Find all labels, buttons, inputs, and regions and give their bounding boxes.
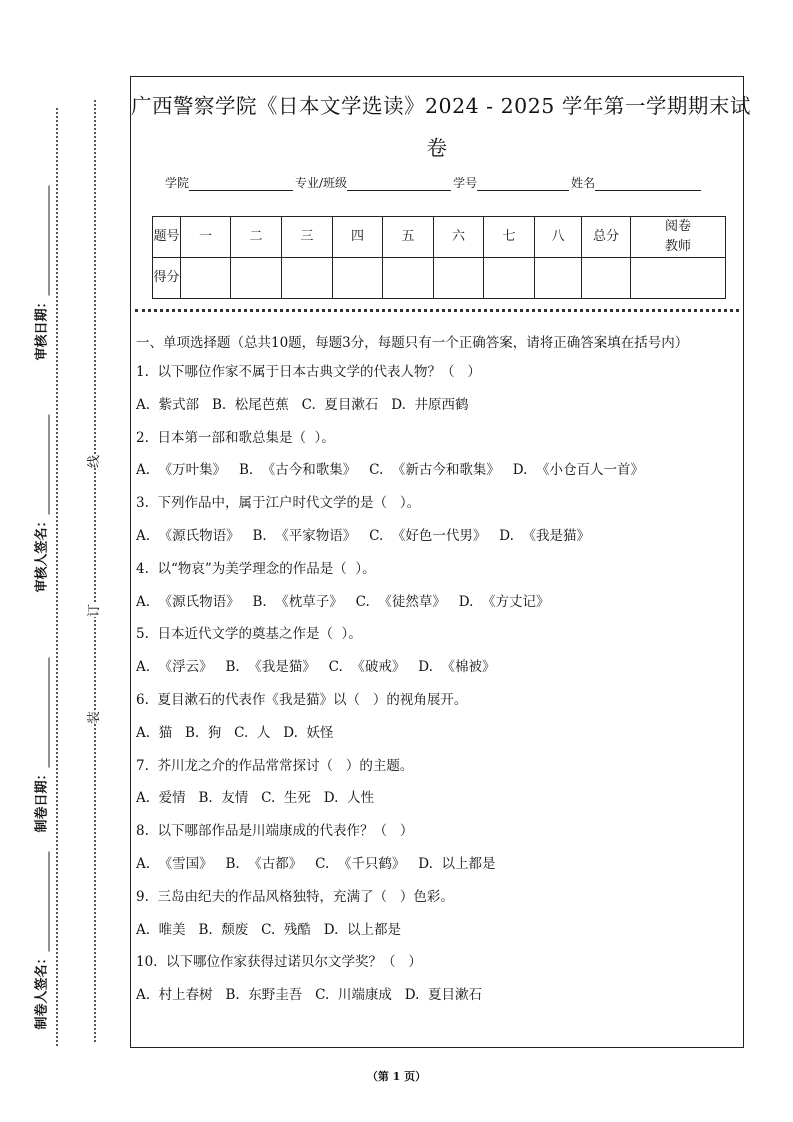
review-date-label <box>31 171 50 361</box>
review-date-text: 审核日期： <box>34 295 50 361</box>
exam-title-line1: 广西警察学院《日本文学选读》2024 - 2025 学年第一学期期末试 <box>131 94 751 118</box>
question-options: A. 紫式部 B. 松尾芭蕉 C. 夏目漱石 D. 井原西鹤 <box>136 396 469 413</box>
student-id-label: 学号 <box>453 176 478 190</box>
maker-sign-blank[interactable] <box>37 851 50 951</box>
make-date-label <box>31 643 50 833</box>
score-table <box>152 216 726 299</box>
header-cell: 六 <box>434 217 484 258</box>
score-row-label: 得分 <box>153 258 181 299</box>
name-label: 姓名 <box>571 176 596 190</box>
score-cell[interactable] <box>282 258 333 299</box>
question-text: 6. 夏目漱石的代表作《我是猫》以（ ）的视角展开。 <box>136 691 468 708</box>
question-text: 2. 日本第一部和歌总集是（ ）。 <box>136 429 335 446</box>
major-label: 专业/班级 <box>295 176 348 190</box>
question-options: A. 猫 B. 狗 C. 人 D. 妖怪 <box>136 724 334 741</box>
student-id-field[interactable] <box>477 178 569 191</box>
question-text: 8. 以下哪部作品是川端康成的代表作？（ ） <box>136 823 414 840</box>
question-text: 4. 以“物哀”为美学理念的作品是（ ）。 <box>136 560 376 577</box>
score-cell[interactable] <box>582 258 631 299</box>
question-options: A. 《万叶集》 B. 《古今和歌集》 C. 《新古今和歌集》 D. 《小仓百人一首》 <box>136 462 644 479</box>
score-cell[interactable] <box>484 258 535 299</box>
score-header-row <box>153 217 726 258</box>
header-cell: 总分 <box>582 217 631 258</box>
questions-section <box>136 332 736 1017</box>
name-field[interactable] <box>595 178 701 191</box>
question-options: A. 村上春树 B. 东野圭吾 C. 川端康成 D. 夏目漱石 <box>136 987 482 1004</box>
binding-char-xian: 线 <box>83 455 102 468</box>
major-field[interactable] <box>347 178 451 191</box>
header-cell: 二 <box>231 217 282 258</box>
margin-dotted-line-left <box>56 108 58 1046</box>
question-text: 9. 三岛由纪夫的作品风格独特，充满了（ ）色彩。 <box>136 888 454 905</box>
make-date-blank[interactable] <box>37 657 50 767</box>
header-cell: 五 <box>383 217 434 258</box>
score-cell[interactable] <box>535 258 582 299</box>
score-cell[interactable] <box>383 258 434 299</box>
binding-line <box>94 100 96 1042</box>
header-cell: 题号 <box>153 217 181 258</box>
question-text: 1. 以下哪位作家不属于日本古典文学的代表人物？（ ） <box>136 364 481 380</box>
section-divider <box>135 309 739 312</box>
reviewer-sign-text: 审核人签名： <box>34 514 50 593</box>
header-cell: 八 <box>535 217 582 258</box>
question-options: A. 爱情 B. 友情 C. 生死 D. 人性 <box>136 790 374 807</box>
page-number: （第 1 页） <box>366 1070 427 1083</box>
binding-char-zhuang: 装 <box>83 711 102 724</box>
question-options: A. 唯美 B. 颓废 C. 残酷 D. 以上都是 <box>136 921 401 938</box>
question-text: 7. 芥川龙之介的作品常常探讨（ ）的主题。 <box>136 757 414 774</box>
question-options: A. 《源氏物语》 B. 《平家物语》 C. 《好色一代男》 D. 《我是猫》 <box>136 527 590 544</box>
score-cell[interactable] <box>181 258 231 299</box>
header-cell: 一 <box>181 217 231 258</box>
question-options: A. 《雪国》 B. 《古都》 C. 《千只鹤》 D. 以上都是 <box>136 855 496 872</box>
question-options: A. 《浮云》 B. 《我是猫》 C. 《破戒》 D. 《棉被》 <box>136 659 496 676</box>
exam-title-line2: 卷 <box>426 136 448 160</box>
reviewer-sign-label <box>31 403 50 593</box>
reviewer-sign-blank[interactable] <box>37 414 50 514</box>
header-cell: 四 <box>333 217 383 258</box>
question-text: 5. 日本近代文学的奠基之作是（ ）。 <box>136 626 362 643</box>
student-info-row <box>165 174 703 191</box>
score-cell[interactable] <box>631 258 726 299</box>
maker-sign-label <box>31 840 50 1030</box>
header-cell: 三 <box>282 217 333 258</box>
header-cell: 七 <box>484 217 535 258</box>
score-cell[interactable] <box>231 258 282 299</box>
question-text: 10. 以下哪位作家获得过诺贝尔文学奖？（ ） <box>136 954 422 971</box>
header-cell: 阅卷教师 <box>631 217 726 258</box>
score-cell[interactable] <box>434 258 484 299</box>
maker-sign-text: 制卷人签名： <box>34 951 50 1030</box>
score-value-row <box>153 258 726 299</box>
college-label: 学院 <box>165 176 190 190</box>
question-options: A. 《源氏物语》 B. 《枕草子》 C. 《徒然草》 D. 《方丈记》 <box>136 593 550 610</box>
score-cell[interactable] <box>333 258 383 299</box>
exam-frame <box>130 76 751 1048</box>
college-field[interactable] <box>189 178 293 191</box>
make-date-text: 制卷日期： <box>34 767 50 833</box>
question-text: 3. 下列作品中，属于江户时代文学的是（ ）。 <box>136 495 421 512</box>
review-date-blank[interactable] <box>37 185 50 295</box>
binding-char-ding: 订 <box>83 604 102 617</box>
section1-heading: 一、单项选择题（总共10题，每题3分，每题只有一个正确答案，请将正确答案填在括号内） <box>136 335 689 351</box>
